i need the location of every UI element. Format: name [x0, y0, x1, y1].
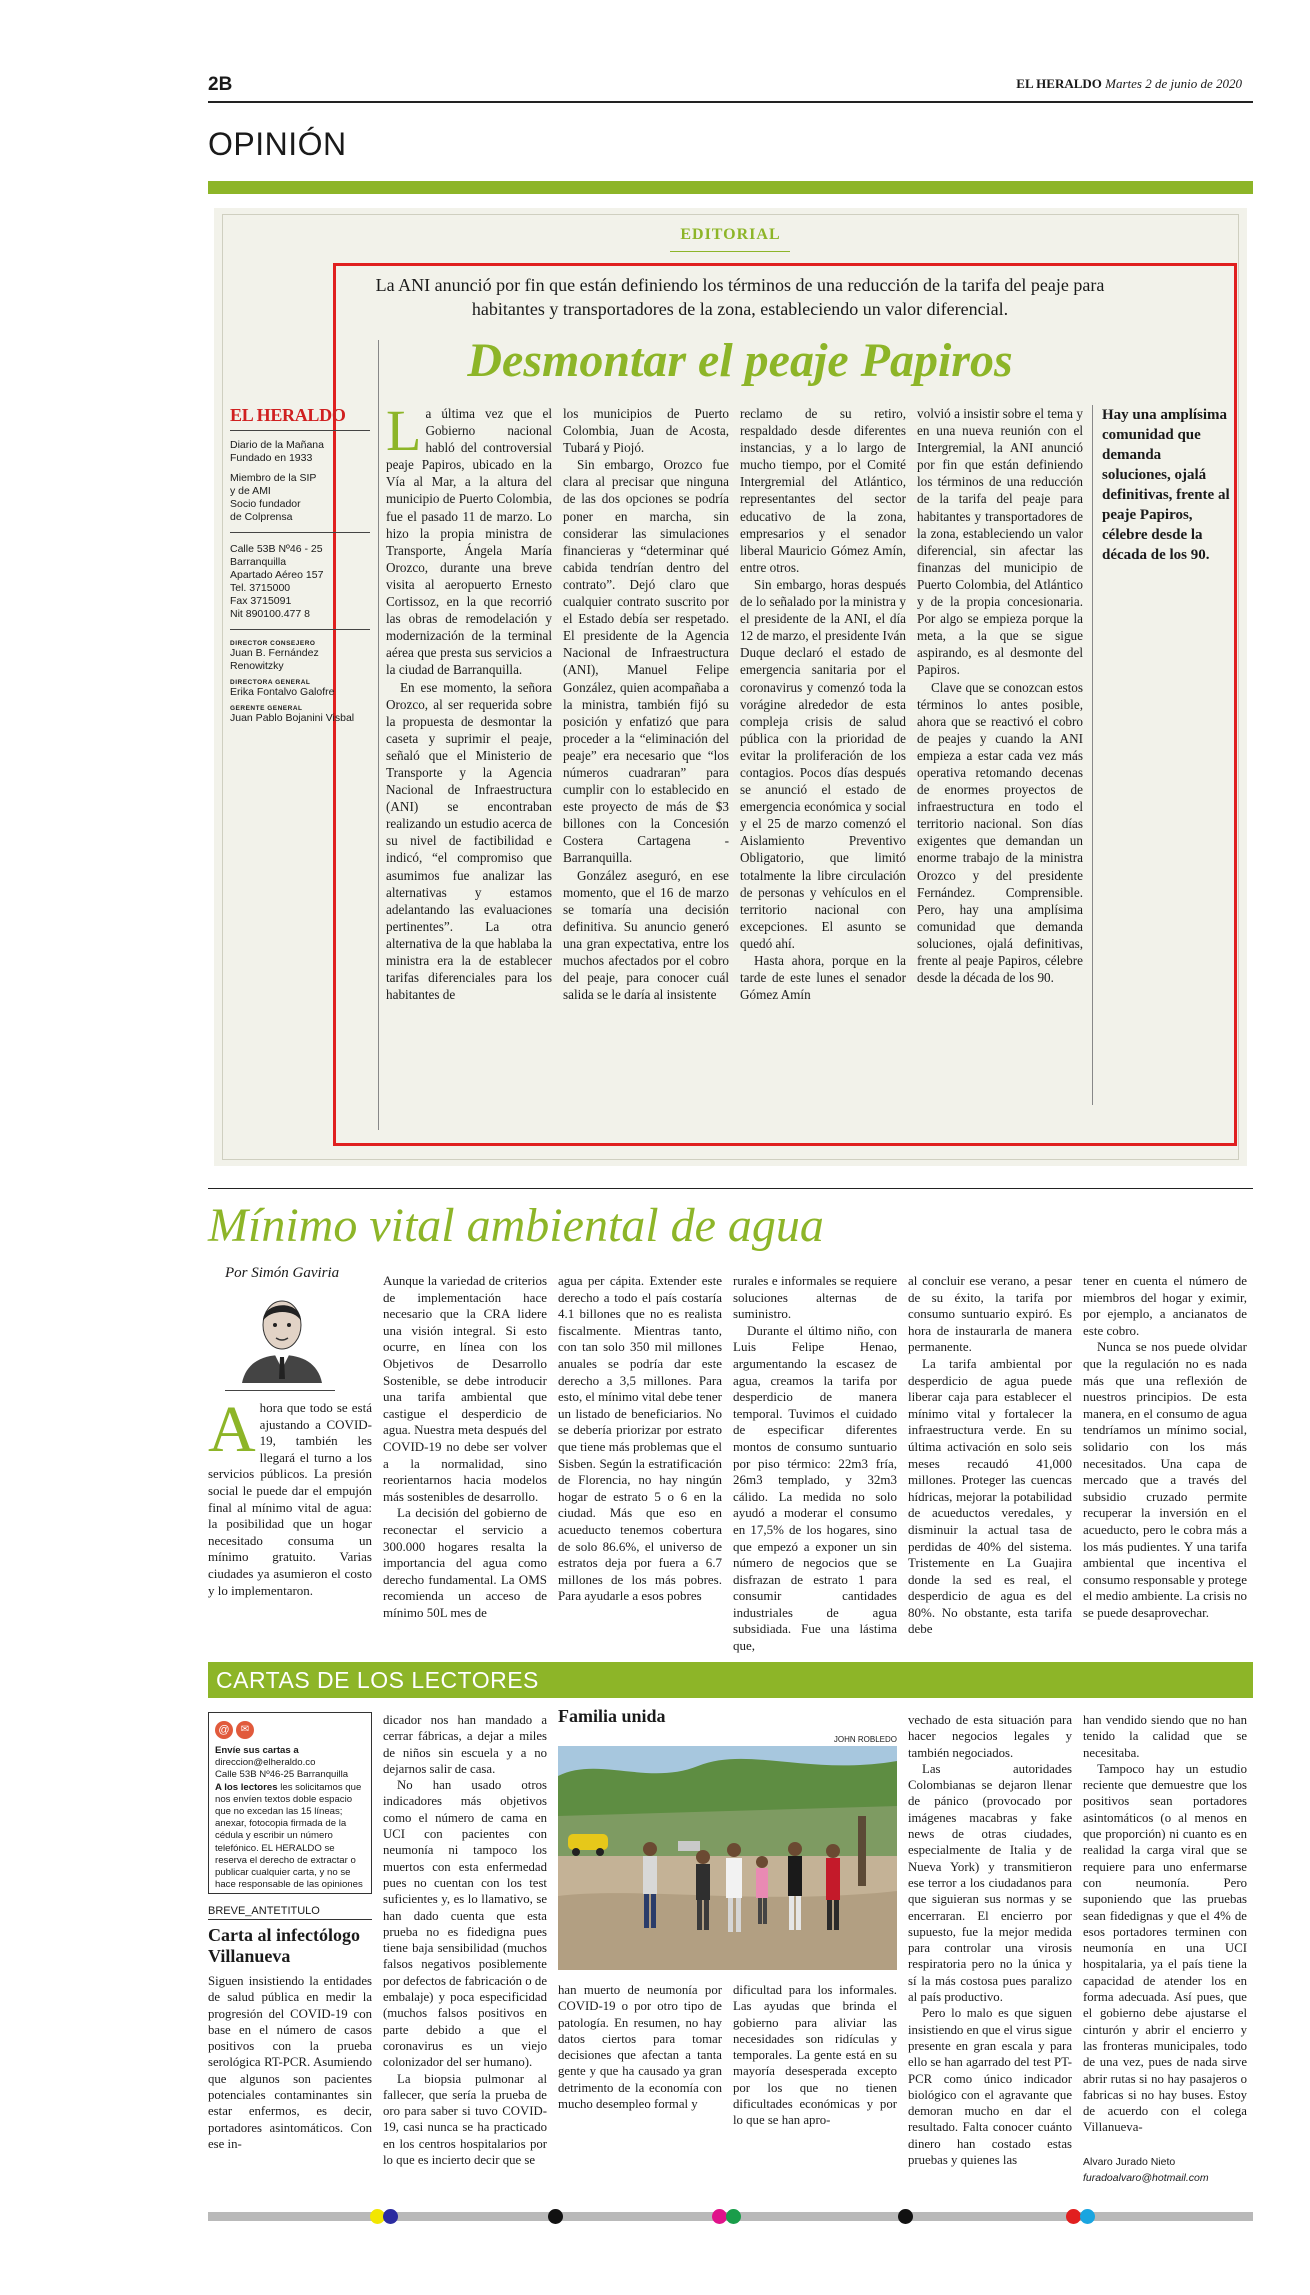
- author-portrait: [232, 1287, 332, 1383]
- paper-name: EL HERALDO: [1016, 76, 1102, 91]
- letter3-col: vechado de esta situación para hacer negocios legales y también negociados. Las autoridades Colombianas se dejaron llenar de pánico (provocado por imágenes macabras y fake news de otras ciudades, especialmente de Italia y de Nueva York) y transmitieron ese terror a los ciudadanos para que siguieran sus normas y se encerraran. El encierro por supuesto, fue la mejor medida para controlar una virosis respiratoria pero no la única y sí la más costosa pues paralizo al país productivo. Pero lo malo es que siguen insistiendo en que el virus sigue presente en gran escala y para ello se han agarrado del test PT-PCR como único indicador biológico con el agravante que demoran mucho en dar el resultado. Falta conocer cuánto dinero han costado estas pruebas y quienes las: [908, 1713, 1072, 2168]
- editorial-column-1: La última vez que el Gobierno nacional habló del controversial peaje Papiros, ubicado en la Vía al Mar, a la altura del municipio de Puerto Colombia, fue el pasado 11 de marzo. Lo hizo la propia ministra de Transporte, Ángela María Orozco, durante una breve visita al aeropuerto Ernesto Cortissoz, en la que recorrió las obras de remodelación y modernización de la terminal aérea que presta sus servicios a la ciudad de Barranquilla. En ese momento, la señora Orozco, al ser requerida sobre la propuesta de desmontar la caseta y suprimir el peaje, señaló que el Ministerio de Transporte y la Agencia Nacional de Infraestructura (ANI) se encontraban realizando un estudio acerca de su nivel de factibilidad e indicó, “el compromiso que asumimos fue analizar las alternativas y estamos adelantando las evaluaciones pertinentes”. La otra alternativa de la que hablaba la ministra era la de establecer tarifas diferenciales para los habitantes de: [386, 398, 552, 1003]
- column-headline: Mínimo vital ambiental de agua: [208, 1199, 824, 1252]
- column-article-col-1: Ahora que todo se está ajustando a COVID-19, también les llegará el turno a los servicios públicos. La presión social le puede dar el empujón final al mínimo vital de agua: la posibilidad que un hogar necesitado consuma un mínimo gratuito. Varias ciudades ya asumieron el costo y lo implementaron.: [208, 1393, 372, 1598]
- header-paper-date: [870, 76, 1242, 92]
- editorial-column-divider: [378, 340, 379, 1130]
- column-top-rule: [208, 1188, 1253, 1189]
- section-green-bar: [208, 181, 1253, 194]
- envelope-icon: ✉: [236, 1721, 254, 1739]
- letters-email[interactable]: direccion@elheraldo.co: [215, 1757, 316, 1769]
- letters-contact-box: @ ✉ Envíe sus cartas a direccion@elheraldo.co Calle 53B Nº46-25 Barranquilla A los lectores les solicitamos que nos envíen textos doble espacio que no excedan las 15 líneas; anexar, fotocopia firmada de la cédula y escribir un número telefónico. EL HERALDO se reserva el derecho de extractar o publicar cualquier carta, y no se hace responsable de las opiniones: [208, 1712, 372, 1894]
- letter2-col-1: han muerto de neumonía por COVID-19 o por otro tipo de patología. En resumen, no hay datos ciertos para tomar decisiones que afectan a tanta gente y que ha causado ya gran detrimento de la economía con mucho desempleo formal y: [558, 1983, 722, 2112]
- letter2-title: Familia unida: [558, 1706, 666, 1726]
- registration-mark-black-2: [898, 2209, 913, 2224]
- author-portrait-drawing: [232, 1287, 332, 1383]
- letters-section-title: CARTAS DE LOS LECTORES: [216, 1667, 539, 1693]
- letter1-kicker: BREVE_ANTETITULO: [208, 1905, 372, 1920]
- masthead-contact: Calle 53B Nº46 - 25 Barranquilla Apartado Aéreo 157 Tel. 3715000 Fax 3715091 Nit 890100.477 8: [230, 543, 324, 620]
- editorial-deck: La ANI anunció por fin que están definiendo los términos de una reducción de la tarifa del peaje para habitantes y transportadores de la zona, estableciendo un valor diferencial.: [375, 275, 1105, 319]
- column-article-col-5: al concluir ese verano, a pesar de su éxito, la tarifa por consumo suntuario expiró. Es hora de instaurarla de manera permanente. La tarifa ambiental por desperdicio de agua puede liberar caja para establecer el mínimo vital y fortalecer la infraestructura verde. En su última activación en solo seis meses recaudó 41,000 millones. Proteger las cuencas hídricas, mejorar la potabilidad de acueductos veredales, y disminuir la actual tasa de perdidas de 40% del sistema. Tristemente en La Guajira donde la sed es real, el desperdicio de agua es del 80%. No obstante, esta tarifa debe: [908, 1273, 1072, 1637]
- page-number: 2B: [208, 74, 233, 95]
- family-photo: [558, 1746, 897, 1970]
- masthead: [230, 405, 370, 725]
- editorial-headline: Desmontar el peaje Papiros: [467, 334, 1013, 387]
- letter1-col-1: Siguen insistiendo la entidades de salud pública en medir la progresión del COVID-19 con base en el número de casos positivos con la prueba serológica RT-PCR. Asumiendo que algunos son pacientes potenciales contaminantes sin estar enfermos, es decir, portadores asintomáticos. Con ese in-: [208, 1974, 372, 2151]
- column-byline: Por Simón Gaviria: [225, 1265, 340, 1281]
- column-article-col-4: rurales e informales se requiere soluciones alternas de suministro. Durante el último niño, con Luis Felipe Henao, argumentando la escasez de agua, creamos la tarifa por desperdicio de manera temporal. Tuvimos el cuidado de especificar diferentes montos de consumo suntuario por piso térmico: 22m3 fría, 26m3 templado, y 32m3 cálido. La medida no solo ayudó a moderar el consumo en 17,5% de los hogares, sino que empezó a exponer un sin número de negocios que se disfrazan de estrato 1 para consumir cantidades industriales de agua subsidiada. Fue una lástima que,: [733, 1273, 897, 1654]
- letters-contact-icons: [215, 1721, 365, 1739]
- editorial-column-4: volvió a insistir sobre el tema y en una nueva reunión con el Intergremial, la ANI anunció por fin que están definiendo los términos de una reducción de la tarifa del peaje para habitantes y transportadores de la zona, estableciendo un valor diferencial, sin afectar las finanzas del municipio de Puerto Colombia, del Atlántico y de la propia concesionaria. Por algo se empieza porque la meta, a la que se sigue aspirando, es al desmonte del Papiros. Clave que se conozcan estos términos lo antes posible, ahora que se reactivó el cobro de peajes y cuando la ANI empieza a estar cada vez más operativa retomando decenas de enormes proyectos de infraestructura en todo el territorio nacional. Son días exigentes que demandan un enorme trabajo de la ministra Orozco y del presidente Fernández. Comprensible. Pero, hay una amplísima comunidad que demanda soluciones, ojalá definitivas, frente al peaje Papiros, célebre desde la década de los 90.: [917, 406, 1083, 986]
- editorial-pullquote: Hay una amplísima comunidad que demanda soluciones, ojalá definitivas, frente al peaje Papiros, célebre desde la década de los 90.: [1102, 407, 1230, 563]
- portrait-rule: [225, 1390, 335, 1391]
- column-article-col-2: Aunque la variedad de criterios de implementación hace necesario que la CRA lidere una visión integral. Si esto ocurre, en línea con los Objetivos de Desarrollo Sostenible, se debe introducir una tarifa ambiental que castigue el desperdicio de agua. Nuestra meta después del COVID-19 no debe ser volver a la normalidad, sino reorientarnos hacia modelos más sostenibles de desarrollo. La decisión del gobierno de reconectar el servicio a 300.000 hogares resalta la importancia del agua como derecho fundamental. La OMS recomienda un acceso de mínimo 50L mes de: [383, 1273, 547, 1620]
- editorial-label-rule: [670, 251, 790, 252]
- at-sign-icon: @: [215, 1721, 233, 1739]
- masthead-logo: EL HERALDO: [230, 405, 370, 431]
- registration-mark-cyan: [1080, 2209, 1095, 2224]
- column-article-col-3: agua per cápita. Extender este derecho a todo el país costaría 4.1 billones que no es realista fiscalmente. Mientras tanto, con tan solo 350 mil millones anuales se podría dar este derecho a 3,5 millones. Para esto, el mínimo vital debe tener un listado de beneficiarios. No se debería priorizar por estrato que tiene más problemas que el Sisben. Según la estratificación de Florencia, no hay ningún hogar de estrato 5 o 6 en la ciudad. Más que eso en acueducto tenemos cobertura de solo 86.6%, el universo de estratos deja por fuera a 6.7 millones de los más pobres. Para ayudarle a esos pobres: [558, 1273, 722, 1604]
- masthead-founded: Diario de la Mañana Fundado en 1933: [230, 439, 324, 464]
- letter1-title: Carta al infectólogo Villanueva: [208, 1925, 360, 1966]
- editorial-column-2: los municipios de Puerto Colombia, Juan de Acosta, Tubará y Piojó. Sin embargo, Orozco fue clara al precisar que ninguna de las dos opciones se podría poner en marcha, sin considerar las simulaciones financieras y “determinar qué cabida tendrían dentro del contrato”. Dejó claro que cualquier contrato suscrito por el Estado debía ser respetado. El presidente de la Agencia Nacional de Infraestructura (ANI), Manuel Felipe González, quien acompañaba a la ministra, también fijó su posición y enfatizó que para proceder a la “eliminación del peaje” era necesario que “los números cuadraran” para cumplir con lo establecido en este proyecto de más de $3 billones con la Concesión Costera Cartagena - Barranquilla. González aseguró, en ese momento, que el 16 de marzo se tomaría una decisión definitiva. Su anuncio generó una gran expectativa, entre los muchos afectados por el cobro del peaje, para conocer cuál salida se le daría al insistente: [563, 406, 729, 1003]
- pullquote-divider: [1092, 405, 1093, 1105]
- registration-mark-blue: [383, 2209, 398, 2224]
- letters-section-bar: [208, 1662, 1253, 1698]
- registration-mark-magenta: [712, 2209, 727, 2224]
- photo-credit: JOHN ROBLEDO: [833, 1735, 897, 1744]
- letter1-col-2: dicador nos han mandado a cerrar fábricas, a dejar a miles de niños sin escuela y a no dejarnos salir de casa. No han usado otros indicadores más objetivos como el número de cama en UCI con pacientes con neumonía ni tampoco los muertos con esta enfermedad pues no cuentan con los test suficientes y, es lo llamativo, se han dado cuenta que esta prueba no es fidedigna pues tiene baja sensibilidad (muchos falsos negativos posiblemente por defectos de fabricación o de embalaje) y poca especificidad (muchos falsos positivos en parte debido a que el coronavirus es un viejo colonizador del ser humano). La biopsia pulmonar al fallecer, que sería la prueba de oro para saber si tuvo COVID-19, casi nunca se ha practicado en los centros hospitalarios por lo que es incierto decir que se: [383, 1713, 547, 2168]
- registration-mark-black: [548, 2209, 563, 2224]
- letter4-col: han vendido siendo que no han tenido la calidad que se necesitaba. Tampoco hay un estudio reciente que demuestre que los positivos sean portadores asintomáticos (o al menos en que proporción) ni cuanto es en realidad la carga viral que se requiere para uno enfermarse con neumonía. Pero suponiendo que las pruebas sean fidedignas y que el 4% de esos portadores terminen con neumonía en una UCI hospitalaria, ya el país tiene la capacidad de atender los en forma adecuada. Así pues, que el gobierno debe ajustarse el cinturón y abrir el encierro y las fronteras municipales, todo de una vez, pues de nada sirve abrir rutas si no hay pasajeros o fabricas si no hay buses. Estoy de acuerdo con el colega Villanueva-: [1083, 1713, 1247, 2135]
- header-rule: [208, 101, 1253, 103]
- masthead-staff: DIRECTOR CONSEJERO Juan B. Fernández Renowitzky DIRECTORA GENERAL Erika Fontalvo Galofre GERENTE GENERAL Juan Pablo Bojanini Visbal: [230, 640, 355, 724]
- registration-mark-red: [1066, 2209, 1081, 2224]
- family-photo-scene: [558, 1746, 897, 1970]
- editorial-label: EDITORIAL: [680, 226, 781, 243]
- letter-signature-name: Alvaro Jurado Nieto: [1083, 2156, 1176, 2168]
- letter2-col-2: dificultad para los informales. Las ayudas que brinda el gobierno para aliviar las necesidades son ridículas y temporales. La gente está en su mayoría desesperada excepto por los que no tienen dificultades económicas y por lo que se han apro-: [733, 1983, 897, 2128]
- editorial-column-3: reclamo de su retiro, respaldado desde diferentes instancias, y a lo largo de mucho tiempo, por el Comité Intergremial del Atlántico, representantes del sector educativo de la zona, empresarios y el senador liberal Mauricio Gómez Amín, entre otros. Sin embargo, horas después de lo señalado por la ministra y el presidente de la ANI, el día 12 de marzo, el presidente Iván Duque declaró el estado de emergencia sanitaria por el coronavirus y comenzó toda la vorágine alrededor de esta compleja crisis de salud pública con la prioridad de evitar la proliferación de los contagios. Pocos días después se anunció el estado de emergencia económica y social y el 25 de marzo comenzó el Aislamiento Preventivo Obligatorio, que limitó totalmente la libre circulación de personas y vehículos en el territorio nacional con excepciones. El asunto se quedó ahí. Hasta ahora, porque en la tarde de este lunes el senador Gómez Amín: [740, 406, 906, 1003]
- section-title: OPINIÓN: [208, 126, 347, 162]
- letter-signature-email[interactable]: furadoalvaro@hotmail.com: [1083, 2172, 1209, 2184]
- registration-mark-green: [726, 2209, 741, 2224]
- issue-date: Martes 2 de junio de 2020: [1105, 76, 1242, 91]
- column-article-col-6: tener en cuenta el número de miembros del hogar y eximir, por ejemplo, a ancianatos de este cobro. Nunca se nos puede olvidar que la regulación no es nada más que una reflexión de nuestros principios. De esta manera, en el consumo de agua tendríamos un mínimo social, solidario con los más necesitados. Una capa de mercado que a través del subsidio cruzado permite recuperar la inversión en el acueducto, pero le cobra más a los más pudientes. Y una tarifa ambiental que incentiva el consumo responsable y protege el medio ambiente. La crisis no se puede desaprovechar.: [1083, 1273, 1247, 1620]
- masthead-membership: Miembro de la SIP y de AMI Socio fundador de Colprensa: [230, 472, 317, 523]
